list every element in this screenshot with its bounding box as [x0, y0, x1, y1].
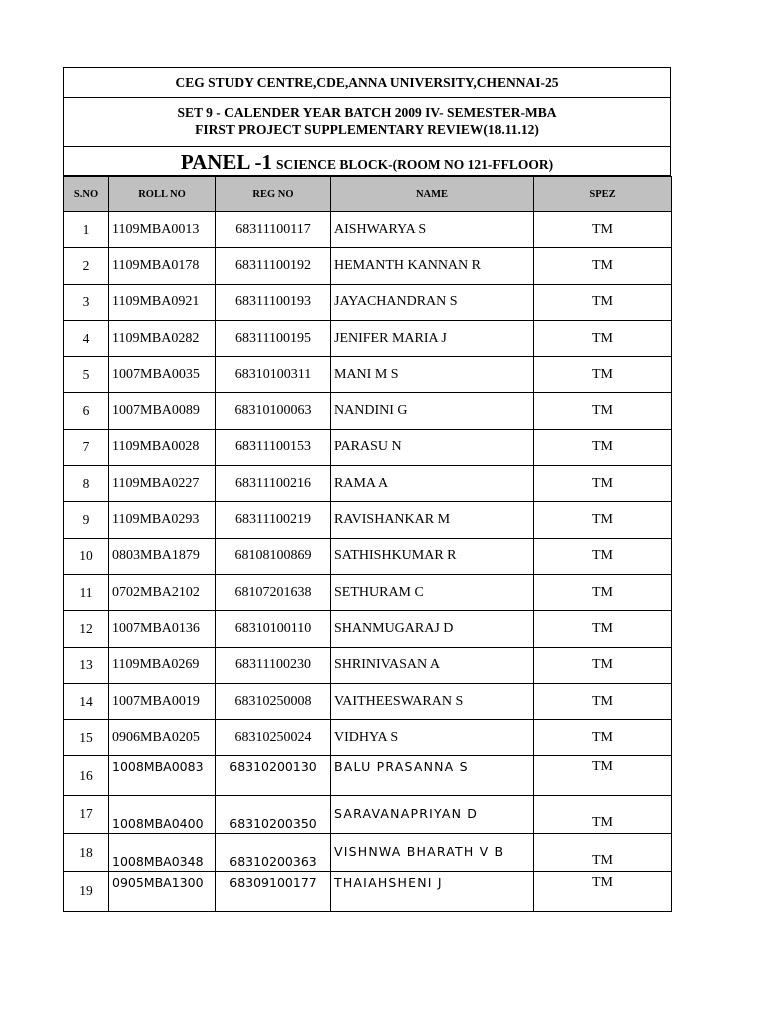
name-cell: RAVISHANKAR M — [331, 502, 534, 538]
name-cell: JAYACHANDRAN S — [331, 284, 534, 320]
panel-title: PANEL -1 — [180, 150, 273, 174]
sno-cell: 7 — [64, 429, 109, 465]
spez-cell: TM — [534, 574, 672, 610]
spez-cell: TM — [534, 502, 672, 538]
sno-cell: 6 — [64, 393, 109, 429]
roll-cell: 0702MBA2102 — [109, 574, 216, 610]
sno-cell: 2 — [64, 248, 109, 284]
name-cell: HEMANTH KANNAN R — [331, 248, 534, 284]
reg-cell: 68310200350 — [216, 795, 331, 833]
reg-cell: 68310200130 — [216, 756, 331, 795]
roll-cell: 1109MBA0293 — [109, 502, 216, 538]
name-cell: JENIFER MARIA J — [331, 320, 534, 356]
table-row — [64, 574, 672, 610]
spez-cell: TM — [534, 720, 672, 756]
table-row — [64, 357, 672, 393]
table-row — [64, 284, 672, 320]
reg-cell: 68311100216 — [216, 466, 331, 502]
sno-cell: 9 — [64, 502, 109, 538]
sno-cell: 17 — [64, 795, 109, 833]
name-cell: SHRINIVASAN A — [331, 647, 534, 683]
roll-cell: 1008MBA0348 — [109, 834, 216, 872]
review-line: FIRST PROJECT SUPPLEMENTARY REVIEW(18.11.12) — [195, 122, 539, 137]
roll-cell: 1007MBA0136 — [109, 611, 216, 647]
col-header-spez: SPEZ — [534, 177, 672, 212]
roll-cell: 1109MBA0227 — [109, 466, 216, 502]
panel-location: SCIENCE BLOCK-(ROOM NO 121-FFLOOR) — [276, 157, 554, 172]
spez-cell: TM — [534, 357, 672, 393]
table-row — [64, 502, 672, 538]
name-cell: SARAVANAPRIYAN D — [331, 795, 534, 833]
name-cell: THAIAHSHENI J — [331, 872, 534, 911]
spez-cell: TM — [534, 756, 672, 795]
spez-cell: TM — [534, 284, 672, 320]
spez-cell: TM — [534, 647, 672, 683]
table-row — [64, 466, 672, 502]
name-cell: VISHNWA BHARATH V B — [331, 834, 534, 872]
reg-cell: 68311100230 — [216, 647, 331, 683]
spez-cell: TM — [534, 872, 672, 911]
roll-cell: 1007MBA0035 — [109, 357, 216, 393]
roll-cell: 0906MBA0205 — [109, 720, 216, 756]
sno-cell: 10 — [64, 538, 109, 574]
review-sheet — [63, 67, 671, 912]
col-header-name: NAME — [331, 177, 534, 212]
sno-cell: 13 — [64, 647, 109, 683]
sno-cell: 3 — [64, 284, 109, 320]
name-cell: PARASU N — [331, 429, 534, 465]
spez-cell: TM — [534, 248, 672, 284]
name-cell: AISHWARYA S — [331, 212, 534, 248]
name-cell: RAMA A — [331, 466, 534, 502]
sno-cell: 16 — [64, 756, 109, 795]
name-cell: VAITHEESWARAN S — [331, 683, 534, 719]
table-row — [64, 320, 672, 356]
spez-cell: TM — [534, 393, 672, 429]
batch-line: SET 9 - CALENDER YEAR BATCH 2009 IV- SEMESTER-MBA — [177, 105, 557, 120]
roll-cell: 1007MBA0089 — [109, 393, 216, 429]
sno-cell: 8 — [64, 466, 109, 502]
spez-cell: TM — [534, 466, 672, 502]
roll-cell: 1109MBA0282 — [109, 320, 216, 356]
roll-cell: 1109MBA0269 — [109, 647, 216, 683]
col-header-reg: REG NO — [216, 177, 331, 212]
table-row — [64, 212, 672, 248]
roll-cell: 1109MBA0013 — [109, 212, 216, 248]
spez-cell: TM — [534, 611, 672, 647]
table-row — [64, 611, 672, 647]
roll-cell: 1109MBA0921 — [109, 284, 216, 320]
reg-cell: 68108100869 — [216, 538, 331, 574]
col-header-sno: S.NO — [64, 177, 109, 212]
reg-cell: 68310100110 — [216, 611, 331, 647]
table-header-row — [64, 177, 672, 212]
spez-cell: TM — [534, 538, 672, 574]
reg-cell: 68310250024 — [216, 720, 331, 756]
table-row — [64, 429, 672, 465]
sno-cell: 5 — [64, 357, 109, 393]
table-row — [64, 538, 672, 574]
name-cell: NANDINI G — [331, 393, 534, 429]
table-row — [64, 683, 672, 719]
reg-cell: 68311100193 — [216, 284, 331, 320]
panel-header — [63, 146, 671, 176]
name-cell: MANI M S — [331, 357, 534, 393]
spez-cell: TM — [534, 683, 672, 719]
reg-cell: 68311100219 — [216, 502, 331, 538]
table-row — [64, 720, 672, 756]
table-row — [64, 872, 672, 911]
spez-cell: TM — [534, 429, 672, 465]
roll-cell: 1007MBA0019 — [109, 683, 216, 719]
spez-cell: TM — [534, 320, 672, 356]
sno-cell: 12 — [64, 611, 109, 647]
table-row — [64, 393, 672, 429]
roll-cell: 1008MBA0400 — [109, 795, 216, 833]
reg-cell: 68311100117 — [216, 212, 331, 248]
student-table — [63, 176, 672, 912]
name-cell: SETHURAM C — [331, 574, 534, 610]
table-row — [64, 834, 672, 872]
reg-cell: 68107201638 — [216, 574, 331, 610]
roll-cell: 1109MBA0028 — [109, 429, 216, 465]
roll-cell: 0905MBA1300 — [109, 872, 216, 911]
sno-cell: 19 — [64, 872, 109, 911]
sno-cell: 1 — [64, 212, 109, 248]
reg-cell: 68311100195 — [216, 320, 331, 356]
reg-cell: 68310250008 — [216, 683, 331, 719]
spez-cell: TM — [534, 212, 672, 248]
table-row — [64, 647, 672, 683]
batch-header — [63, 97, 671, 146]
roll-cell: 1109MBA0178 — [109, 248, 216, 284]
spez-cell: TM — [534, 795, 672, 833]
name-cell: BALU PRASANNA S — [331, 756, 534, 795]
col-header-roll: ROLL NO — [109, 177, 216, 212]
roll-cell: 1008MBA0083 — [109, 756, 216, 795]
name-cell: SATHISHKUMAR R — [331, 538, 534, 574]
name-cell: SHANMUGARAJ D — [331, 611, 534, 647]
sno-cell: 14 — [64, 683, 109, 719]
sno-cell: 11 — [64, 574, 109, 610]
reg-cell: 68309100177 — [216, 872, 331, 911]
table-row — [64, 248, 672, 284]
spez-cell: TM — [534, 834, 672, 872]
sno-cell: 4 — [64, 320, 109, 356]
table-row — [64, 756, 672, 795]
reg-cell: 68311100192 — [216, 248, 331, 284]
reg-cell: 68310100311 — [216, 357, 331, 393]
table-row — [64, 795, 672, 833]
roll-cell: 0803MBA1879 — [109, 538, 216, 574]
sno-cell: 15 — [64, 720, 109, 756]
sno-cell: 18 — [64, 834, 109, 872]
name-cell: VIDHYA S — [331, 720, 534, 756]
institution-title: CEG STUDY CENTRE,CDE,ANNA UNIVERSITY,CHENNAI-25 — [63, 67, 671, 97]
reg-cell: 68311100153 — [216, 429, 331, 465]
reg-cell: 68310100063 — [216, 393, 331, 429]
reg-cell: 68310200363 — [216, 834, 331, 872]
